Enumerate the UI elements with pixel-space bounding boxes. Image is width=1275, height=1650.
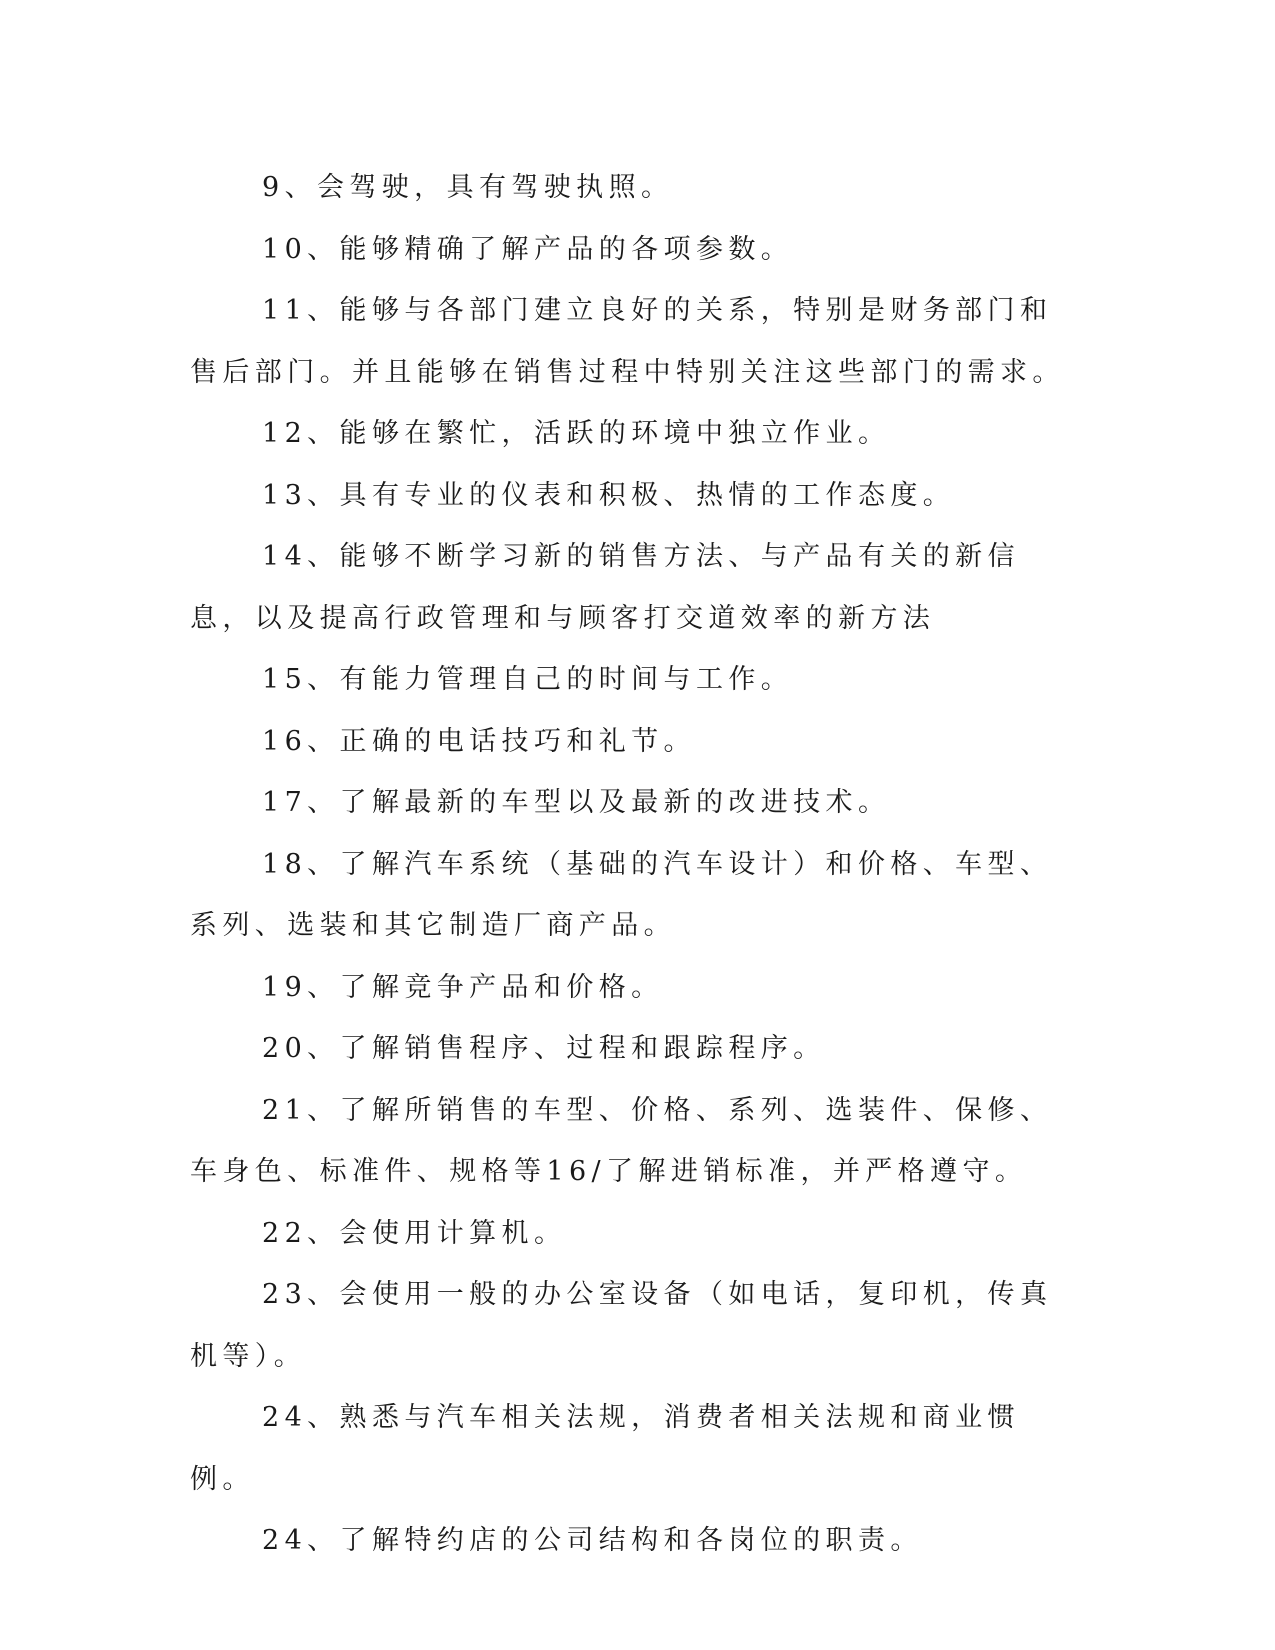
paragraph-item-9: 9、会驾驶，具有驾驶执照。 xyxy=(262,172,674,203)
paragraph-item-19: 19、了解竞争产品和价格。 xyxy=(262,971,664,1003)
paragraph-item-14: 14、能够不断学习新的销售方法、与产品有关的新信息，以及提高行政管理和与顾客打交道效率的新方法 xyxy=(190,541,1020,634)
paragraph-item-13: 13、具有专业的仪表和积极、热情的工作态度。 xyxy=(262,479,956,511)
paragraph-item-21: 21、了解所销售的车型、价格、系列、选装件、保修、车身色、标准件、规格等16/了解进销标准，并严格遵守。 xyxy=(190,1094,1053,1187)
paragraph-item-15: 15、有能力管理自己的时间与工作。 xyxy=(262,664,794,695)
paragraph-item-22: 22、会使用计算机。 xyxy=(262,1217,567,1249)
paragraph-item-24b: 24、了解特约店的公司结构和各岗位的职责。 xyxy=(262,1525,923,1556)
paragraph-item-11: 11、能够与各部门建立良好的关系，特别是财务部门和售后部门。并且能够在销售过程中特别关注这些部门的需求。 xyxy=(190,295,1065,388)
paragraph-item-10: 10、能够精确了解产品的各项参数。 xyxy=(262,233,794,265)
paragraph-item-17: 17、了解最新的车型以及最新的改进技术。 xyxy=(262,787,891,818)
document-body xyxy=(190,157,1080,1572)
paragraph-item-18: 18、了解汽车系统（基础的汽车设计）和价格、车型、系列、选装和其它制造厂商产品。 xyxy=(190,848,1053,941)
paragraph-item-16: 16、正确的电话技巧和礼节。 xyxy=(262,725,696,757)
paragraph-item-24a: 24、熟悉与汽车相关法规，消费者相关法规和商业惯例。 xyxy=(190,1402,1020,1495)
paragraph-item-12: 12、能够在繁忙，活跃的环境中独立作业。 xyxy=(262,418,891,449)
paragraph-item-23: 23、会使用一般的办公室设备（如电话，复印机，传真机等）。 xyxy=(190,1279,1053,1372)
paragraph-item-20: 20、了解销售程序、过程和跟踪程序。 xyxy=(262,1033,826,1064)
